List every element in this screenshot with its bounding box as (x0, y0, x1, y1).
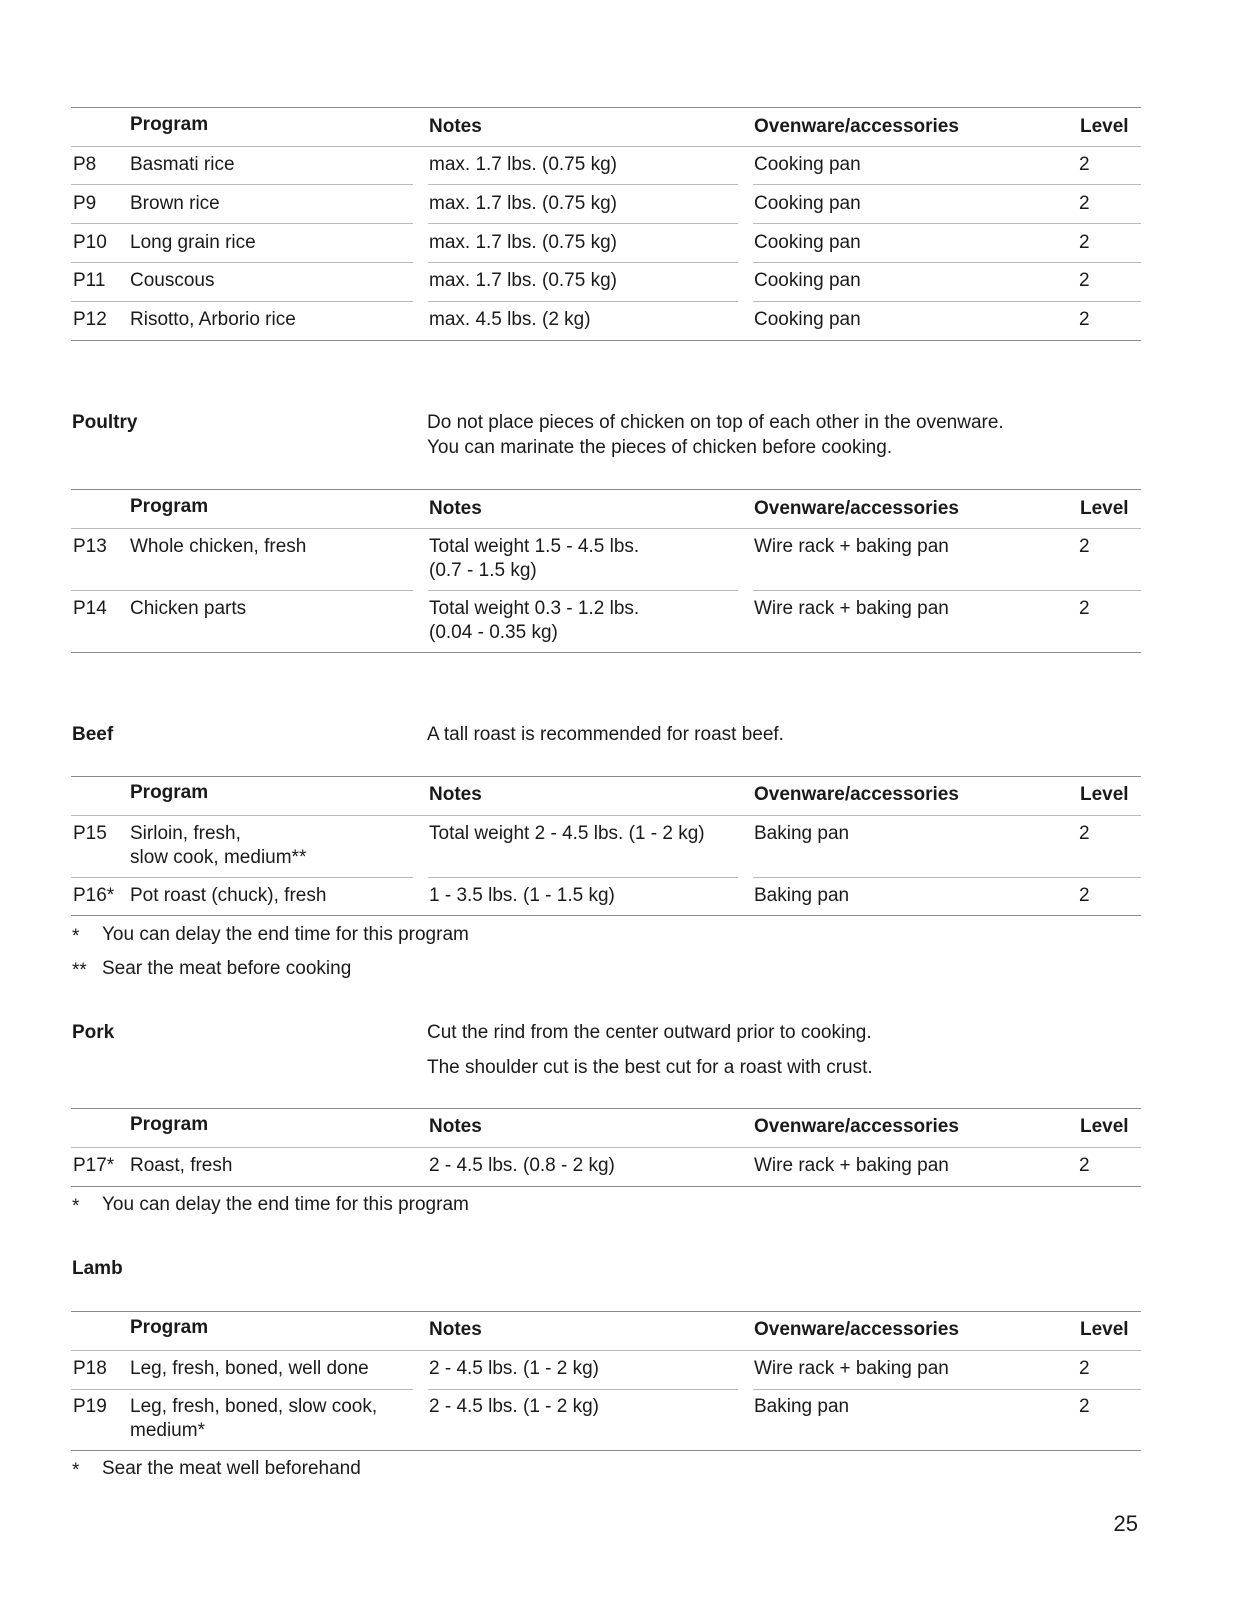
program-name: Chicken parts (130, 598, 247, 619)
header-level: Level (1080, 784, 1129, 805)
program-notes: max. 1.7 lbs. (0.75 kg) (429, 193, 617, 214)
program-ovenware: Baking pan (754, 1396, 850, 1417)
program-code: P14 (73, 598, 107, 619)
row-rule (71, 1389, 413, 1390)
row-rule (71, 877, 413, 878)
header-ovenware: Ovenware/accessories (754, 1319, 959, 1340)
program-name: Leg, fresh, boned, slow cook, (130, 1396, 378, 1417)
header-rule (71, 528, 1141, 529)
program-level: 2 (1079, 154, 1090, 175)
table-top-rule (71, 489, 1141, 490)
program-ovenware: Baking pan (754, 885, 850, 906)
section-title-pork: Pork (72, 1022, 115, 1043)
program-ovenware: Cooking pan (754, 232, 861, 253)
table-top-rule (71, 776, 1141, 777)
header-program: Program (130, 1317, 209, 1338)
header-rule (71, 1350, 1141, 1351)
row-rule (428, 590, 738, 591)
program-name: medium* (130, 1420, 205, 1441)
program-notes: max. 1.7 lbs. (0.75 kg) (429, 270, 617, 291)
header-notes: Notes (429, 1319, 482, 1340)
program-notes: 2 - 4.5 lbs. (0.8 - 2 kg) (429, 1155, 615, 1176)
program-notes: max. 1.7 lbs. (0.75 kg) (429, 154, 617, 175)
program-notes: max. 4.5 lbs. (2 kg) (429, 309, 591, 330)
program-ovenware: Cooking pan (754, 193, 861, 214)
row-rule (428, 223, 738, 224)
row-rule (753, 262, 1141, 263)
header-level: Level (1080, 498, 1129, 519)
program-code: P15 (73, 823, 107, 844)
row-rule (71, 223, 413, 224)
table-bottom-rule (71, 1186, 1141, 1187)
program-notes: 2 - 4.5 lbs. (1 - 2 kg) (429, 1396, 600, 1417)
program-level: 2 (1079, 232, 1090, 253)
row-rule (753, 877, 1141, 878)
header-level: Level (1080, 116, 1129, 137)
table-top-rule (71, 1108, 1141, 1109)
header-program: Program (130, 1114, 209, 1135)
program-level: 2 (1079, 309, 1090, 330)
program-ovenware: Wire rack + baking pan (754, 536, 949, 557)
program-level: 2 (1079, 598, 1090, 619)
program-code: P10 (73, 232, 107, 253)
program-name: Couscous (130, 270, 215, 291)
header-program: Program (130, 782, 209, 803)
program-ovenware: Baking pan (754, 823, 850, 844)
program-level: 2 (1079, 823, 1090, 844)
row-rule (71, 262, 413, 263)
page-number: 25 (1113, 1511, 1138, 1536)
program-ovenware: Wire rack + baking pan (754, 598, 949, 619)
program-name: Sirloin, fresh, (130, 823, 241, 844)
program-name: Leg, fresh, boned, well done (130, 1358, 369, 1379)
footnote-mark: ** (72, 960, 87, 981)
header-ovenware: Ovenware/accessories (754, 116, 959, 137)
section-note: You can marinate the pieces of chicken before cooking. (427, 437, 893, 458)
program-code: P17* (73, 1155, 115, 1176)
table-top-rule (71, 1311, 1141, 1312)
header-program: Program (130, 496, 209, 517)
header-ovenware: Ovenware/accessories (754, 498, 959, 519)
program-notes: Total weight 2 - 4.5 lbs. (1 - 2 kg) (429, 823, 705, 844)
footnote-text: You can delay the end time for this program (102, 924, 469, 945)
program-name: Brown rice (130, 193, 220, 214)
footnote-text: You can delay the end time for this program (102, 1194, 469, 1215)
program-code: P18 (73, 1358, 107, 1379)
program-level: 2 (1079, 885, 1090, 906)
program-notes: (0.04 - 0.35 kg) (429, 622, 558, 643)
program-name: Basmati rice (130, 154, 235, 175)
row-rule (753, 1389, 1141, 1390)
header-notes: Notes (429, 116, 482, 137)
program-level: 2 (1079, 1155, 1090, 1176)
program-code: P12 (73, 309, 107, 330)
program-notes: Total weight 0.3 - 1.2 lbs. (429, 598, 640, 619)
row-rule (71, 301, 413, 302)
footnote-mark: * (72, 1196, 80, 1217)
row-rule (71, 184, 413, 185)
program-name: Pot roast (chuck), fresh (130, 885, 327, 906)
program-code: P9 (73, 193, 97, 214)
header-rule (71, 1147, 1141, 1148)
header-ovenware: Ovenware/accessories (754, 784, 959, 805)
section-title-beef: Beef (72, 724, 114, 745)
row-rule (428, 877, 738, 878)
row-rule (428, 262, 738, 263)
row-rule (71, 590, 413, 591)
program-name: Roast, fresh (130, 1155, 233, 1176)
section-title-lamb: Lamb (72, 1258, 123, 1279)
program-ovenware: Cooking pan (754, 154, 861, 175)
header-level: Level (1080, 1319, 1129, 1340)
program-name: Whole chicken, fresh (130, 536, 307, 557)
program-code: P8 (73, 154, 97, 175)
footnote-mark: * (72, 1460, 80, 1481)
program-code: P19 (73, 1396, 107, 1417)
section-note: The shoulder cut is the best cut for a roast with crust. (427, 1057, 873, 1078)
program-name: Long grain rice (130, 232, 256, 253)
section-note: Do not place pieces of chicken on top of each other in the ovenware. (427, 412, 1004, 433)
program-code: P13 (73, 536, 107, 557)
header-program: Program (130, 114, 209, 135)
header-rule (71, 815, 1141, 816)
table-bottom-rule (71, 1450, 1141, 1451)
header-ovenware: Ovenware/accessories (754, 1116, 959, 1137)
header-level: Level (1080, 1116, 1129, 1137)
program-ovenware: Wire rack + baking pan (754, 1155, 949, 1176)
program-notes: (0.7 - 1.5 kg) (429, 560, 537, 581)
program-level: 2 (1079, 1358, 1090, 1379)
program-code: P16* (73, 885, 115, 906)
section-note: Cut the rind from the center outward prior to cooking. (427, 1022, 872, 1043)
program-ovenware: Wire rack + baking pan (754, 1358, 949, 1379)
program-notes: 2 - 4.5 lbs. (1 - 2 kg) (429, 1358, 600, 1379)
program-level: 2 (1079, 270, 1090, 291)
program-notes: Total weight 1.5 - 4.5 lbs. (429, 536, 640, 557)
header-rule (71, 146, 1141, 147)
section-title-poultry: Poultry (72, 412, 138, 433)
program-code: P11 (73, 270, 106, 291)
section-note: A tall roast is recommended for roast beef. (427, 724, 784, 745)
table-top-rule (71, 107, 1141, 108)
header-notes: Notes (429, 784, 482, 805)
program-level: 2 (1079, 193, 1090, 214)
table-bottom-rule (71, 652, 1141, 653)
program-level: 2 (1079, 1396, 1090, 1417)
program-name: slow cook, medium** (130, 847, 307, 868)
program-ovenware: Cooking pan (754, 309, 861, 330)
header-notes: Notes (429, 498, 482, 519)
table-bottom-rule (71, 340, 1141, 341)
program-notes: 1 - 3.5 lbs. (1 - 1.5 kg) (429, 885, 615, 906)
row-rule (428, 1389, 738, 1390)
footnote-text: Sear the meat well beforehand (102, 1458, 361, 1479)
row-rule (428, 301, 738, 302)
row-rule (753, 590, 1141, 591)
row-rule (753, 301, 1141, 302)
row-rule (753, 223, 1141, 224)
program-notes: max. 1.7 lbs. (0.75 kg) (429, 232, 617, 253)
footnote-mark: * (72, 926, 80, 947)
row-rule (753, 184, 1141, 185)
row-rule (428, 184, 738, 185)
program-level: 2 (1079, 536, 1090, 557)
footnote-text: Sear the meat before cooking (102, 958, 352, 979)
header-notes: Notes (429, 1116, 482, 1137)
table-bottom-rule (71, 915, 1141, 916)
program-name: Risotto, Arborio rice (130, 309, 296, 330)
program-ovenware: Cooking pan (754, 270, 861, 291)
